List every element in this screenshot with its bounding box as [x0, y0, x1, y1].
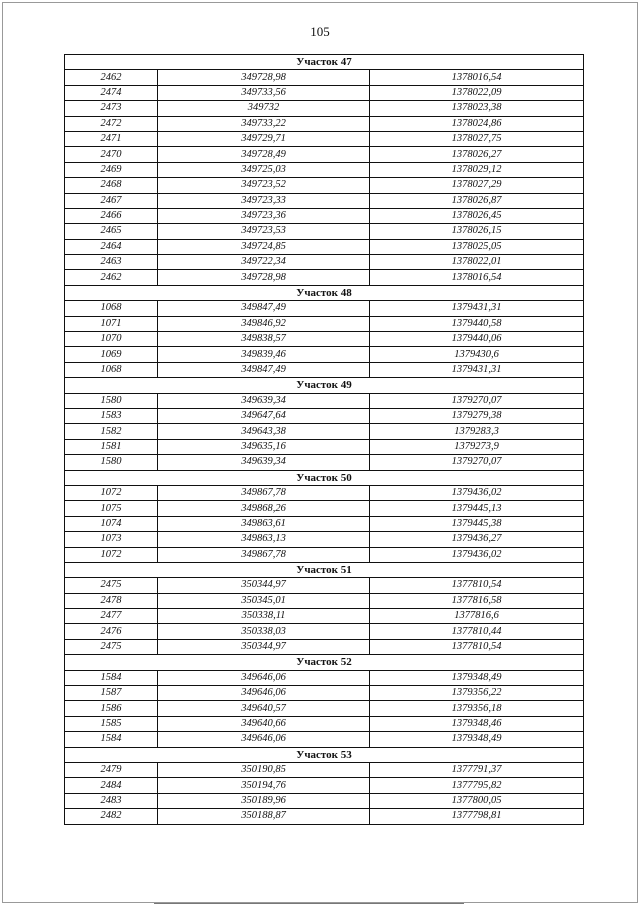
table-row	[65, 701, 584, 716]
table-row	[65, 301, 584, 316]
table-row	[65, 224, 584, 239]
point-number-cell: 1584	[65, 670, 158, 685]
point-number-cell: 2479	[65, 762, 158, 777]
point-number-cell: 2467	[65, 193, 158, 208]
coordinate-x-cell: 349646,06	[158, 732, 370, 747]
coordinate-x-cell: 349733,56	[158, 85, 370, 100]
table-row	[65, 455, 584, 470]
coordinate-y-cell: 1377791,37	[370, 762, 584, 777]
table-row	[65, 809, 584, 824]
point-number-cell: 2472	[65, 116, 158, 131]
coordinate-y-cell: 1379283,3	[370, 424, 584, 439]
table-row	[65, 609, 584, 624]
coordinate-x-cell: 349868,26	[158, 501, 370, 516]
table-row	[65, 270, 584, 285]
coordinate-y-cell: 1379348,46	[370, 716, 584, 731]
coordinate-x-cell: 349640,57	[158, 701, 370, 716]
coordinate-x-cell: 349863,13	[158, 532, 370, 547]
point-number-cell: 2478	[65, 593, 158, 608]
table-row	[65, 193, 584, 208]
table-row	[65, 593, 584, 608]
coordinate-x-cell: 349733,22	[158, 116, 370, 131]
coordinate-x-cell: 349639,34	[158, 455, 370, 470]
coordinate-x-cell: 349646,06	[158, 686, 370, 701]
coordinate-x-cell: 349728,98	[158, 270, 370, 285]
coordinate-x-cell: 350344,97	[158, 639, 370, 654]
coordinate-y-cell: 1379270,07	[370, 393, 584, 408]
coordinate-x-cell: 349723,53	[158, 224, 370, 239]
coordinate-x-cell: 349863,61	[158, 516, 370, 531]
coordinate-x-cell: 350190,85	[158, 762, 370, 777]
coordinate-y-cell: 1378027,29	[370, 178, 584, 193]
coordinate-x-cell: 349847,49	[158, 301, 370, 316]
coordinate-y-cell: 1378026,87	[370, 193, 584, 208]
coordinate-x-cell: 349646,06	[158, 670, 370, 685]
coordinate-x-cell: 350188,87	[158, 809, 370, 824]
point-number-cell: 1580	[65, 455, 158, 470]
section-header-row	[65, 470, 584, 485]
table-row	[65, 516, 584, 531]
coordinate-x-cell: 349725,03	[158, 162, 370, 177]
coordinate-y-cell: 1379430,6	[370, 347, 584, 362]
point-number-cell: 1585	[65, 716, 158, 731]
coordinate-y-cell: 1378016,54	[370, 70, 584, 85]
section-header-row	[65, 655, 584, 670]
table-row	[65, 347, 584, 362]
section-header-row	[65, 285, 584, 300]
coordinate-y-cell: 1377795,82	[370, 778, 584, 793]
coordinate-y-cell: 1378026,27	[370, 147, 584, 162]
coordinate-x-cell: 349732	[158, 101, 370, 116]
table-row	[65, 778, 584, 793]
coordinate-x-cell: 349722,34	[158, 255, 370, 270]
point-number-cell: 2471	[65, 131, 158, 146]
coordinate-x-cell: 349723,52	[158, 178, 370, 193]
coordinate-x-cell: 349724,85	[158, 239, 370, 254]
coordinate-y-cell: 1377810,54	[370, 639, 584, 654]
coordinate-y-cell: 1379348,49	[370, 732, 584, 747]
coordinate-x-cell: 349643,38	[158, 424, 370, 439]
point-number-cell: 2466	[65, 208, 158, 223]
coordinate-y-cell: 1377800,05	[370, 793, 584, 808]
point-number-cell: 1587	[65, 686, 158, 701]
coordinate-y-cell: 1379445,13	[370, 501, 584, 516]
point-number-cell: 2477	[65, 609, 158, 624]
table-row	[65, 70, 584, 85]
coordinate-x-cell: 350194,76	[158, 778, 370, 793]
table-row	[65, 624, 584, 639]
coordinate-y-cell: 1378023,38	[370, 101, 584, 116]
coordinate-y-cell: 1379273,9	[370, 439, 584, 454]
coordinate-x-cell: 349723,36	[158, 208, 370, 223]
table-row	[65, 793, 584, 808]
point-number-cell: 1068	[65, 301, 158, 316]
point-number-cell: 1072	[65, 547, 158, 562]
coordinate-x-cell: 349867,78	[158, 547, 370, 562]
coordinate-y-cell: 1379436,02	[370, 547, 584, 562]
section-header-row	[65, 378, 584, 393]
coordinate-y-cell: 1377810,44	[370, 624, 584, 639]
coordinate-y-cell: 1377810,54	[370, 578, 584, 593]
coordinates-table-body	[65, 55, 584, 825]
point-number-cell: 1582	[65, 424, 158, 439]
point-number-cell: 1071	[65, 316, 158, 331]
coordinate-y-cell: 1378016,54	[370, 270, 584, 285]
coordinate-y-cell: 1377816,6	[370, 609, 584, 624]
point-number-cell: 1073	[65, 532, 158, 547]
coordinate-y-cell: 1379445,38	[370, 516, 584, 531]
coordinate-y-cell: 1379436,27	[370, 532, 584, 547]
section-title: Участок 53	[65, 747, 584, 762]
table-row	[65, 101, 584, 116]
bottom-scan-line	[154, 903, 464, 904]
point-number-cell: 1069	[65, 347, 158, 362]
coordinate-x-cell: 349728,98	[158, 70, 370, 85]
coordinate-x-cell: 350344,97	[158, 578, 370, 593]
section-header-row	[65, 747, 584, 762]
point-number-cell: 2473	[65, 101, 158, 116]
coordinate-y-cell: 1378027,75	[370, 131, 584, 146]
table-row	[65, 762, 584, 777]
table-row	[65, 162, 584, 177]
point-number-cell: 1072	[65, 485, 158, 500]
coordinate-y-cell: 1379440,58	[370, 316, 584, 331]
section-header-row	[65, 562, 584, 577]
coordinate-x-cell: 349728,49	[158, 147, 370, 162]
coordinate-x-cell: 350189,96	[158, 793, 370, 808]
point-number-cell: 2475	[65, 578, 158, 593]
coordinate-x-cell: 349723,33	[158, 193, 370, 208]
section-header-row	[65, 55, 584, 70]
page-number: 105	[310, 24, 330, 39]
coordinate-y-cell: 1379356,18	[370, 701, 584, 716]
point-number-cell: 2462	[65, 270, 158, 285]
section-title: Участок 48	[65, 285, 584, 300]
point-number-cell: 1074	[65, 516, 158, 531]
table-row	[65, 439, 584, 454]
table-row	[65, 639, 584, 654]
coordinate-x-cell: 349729,71	[158, 131, 370, 146]
coordinate-x-cell: 349867,78	[158, 485, 370, 500]
section-title: Участок 49	[65, 378, 584, 393]
point-number-cell: 1070	[65, 332, 158, 347]
table-row	[65, 116, 584, 131]
point-number-cell: 1583	[65, 408, 158, 423]
table-row	[65, 532, 584, 547]
point-number-cell: 2465	[65, 224, 158, 239]
point-number-cell: 1580	[65, 393, 158, 408]
table-row	[65, 408, 584, 423]
point-number-cell: 2468	[65, 178, 158, 193]
table-row	[65, 485, 584, 500]
point-number-cell: 1581	[65, 439, 158, 454]
point-number-cell: 2470	[65, 147, 158, 162]
section-title: Участок 50	[65, 470, 584, 485]
point-number-cell: 2475	[65, 639, 158, 654]
point-number-cell: 2462	[65, 70, 158, 85]
table-row	[65, 393, 584, 408]
coordinate-y-cell: 1379431,31	[370, 301, 584, 316]
table-row	[65, 732, 584, 747]
coordinate-x-cell: 349847,49	[158, 362, 370, 377]
point-number-cell: 2484	[65, 778, 158, 793]
section-title: Участок 52	[65, 655, 584, 670]
coordinate-y-cell: 1379348,49	[370, 670, 584, 685]
coordinate-x-cell: 350338,03	[158, 624, 370, 639]
point-number-cell: 2463	[65, 255, 158, 270]
point-number-cell: 2469	[65, 162, 158, 177]
table-row	[65, 178, 584, 193]
coordinate-x-cell: 350338,11	[158, 609, 370, 624]
coordinate-y-cell: 1379431,31	[370, 362, 584, 377]
table-row	[65, 239, 584, 254]
table-row	[65, 501, 584, 516]
coordinate-y-cell: 1379440,06	[370, 332, 584, 347]
coordinate-x-cell: 349839,46	[158, 347, 370, 362]
coordinate-y-cell: 1378022,09	[370, 85, 584, 100]
coordinate-y-cell: 1379270,07	[370, 455, 584, 470]
table-row	[65, 332, 584, 347]
coordinate-y-cell: 1378022,01	[370, 255, 584, 270]
point-number-cell: 1075	[65, 501, 158, 516]
coordinate-y-cell: 1379356,22	[370, 686, 584, 701]
coordinate-x-cell: 349838,57	[158, 332, 370, 347]
coordinate-x-cell: 350345,01	[158, 593, 370, 608]
table-row	[65, 578, 584, 593]
coordinate-y-cell: 1378026,45	[370, 208, 584, 223]
point-number-cell: 2464	[65, 239, 158, 254]
table-row	[65, 670, 584, 685]
table-row	[65, 316, 584, 331]
table-row	[65, 208, 584, 223]
coordinate-y-cell: 1378026,15	[370, 224, 584, 239]
coordinate-x-cell: 349635,16	[158, 439, 370, 454]
coordinate-y-cell: 1379436,02	[370, 485, 584, 500]
table-row	[65, 131, 584, 146]
table-row	[65, 147, 584, 162]
coordinate-y-cell: 1379279,38	[370, 408, 584, 423]
coordinate-x-cell: 349639,34	[158, 393, 370, 408]
section-title: Участок 51	[65, 562, 584, 577]
coordinate-x-cell: 349640,66	[158, 716, 370, 731]
table-row	[65, 85, 584, 100]
coordinate-x-cell: 349647,64	[158, 408, 370, 423]
table-row	[65, 362, 584, 377]
table-row	[65, 716, 584, 731]
table-row	[65, 547, 584, 562]
coordinate-y-cell: 1378025,05	[370, 239, 584, 254]
coordinate-y-cell: 1378024,86	[370, 116, 584, 131]
coordinate-y-cell: 1377798,81	[370, 809, 584, 824]
point-number-cell: 1068	[65, 362, 158, 377]
table-row	[65, 255, 584, 270]
coordinates-table	[64, 54, 584, 825]
point-number-cell: 1586	[65, 701, 158, 716]
point-number-cell: 2476	[65, 624, 158, 639]
table-row	[65, 686, 584, 701]
table-row	[65, 424, 584, 439]
point-number-cell: 2483	[65, 793, 158, 808]
point-number-cell: 2482	[65, 809, 158, 824]
point-number-cell: 1584	[65, 732, 158, 747]
coordinate-x-cell: 349846,92	[158, 316, 370, 331]
section-title: Участок 47	[65, 55, 584, 70]
point-number-cell: 2474	[65, 85, 158, 100]
coordinate-y-cell: 1378029,12	[370, 162, 584, 177]
coordinate-y-cell: 1377816,58	[370, 593, 584, 608]
